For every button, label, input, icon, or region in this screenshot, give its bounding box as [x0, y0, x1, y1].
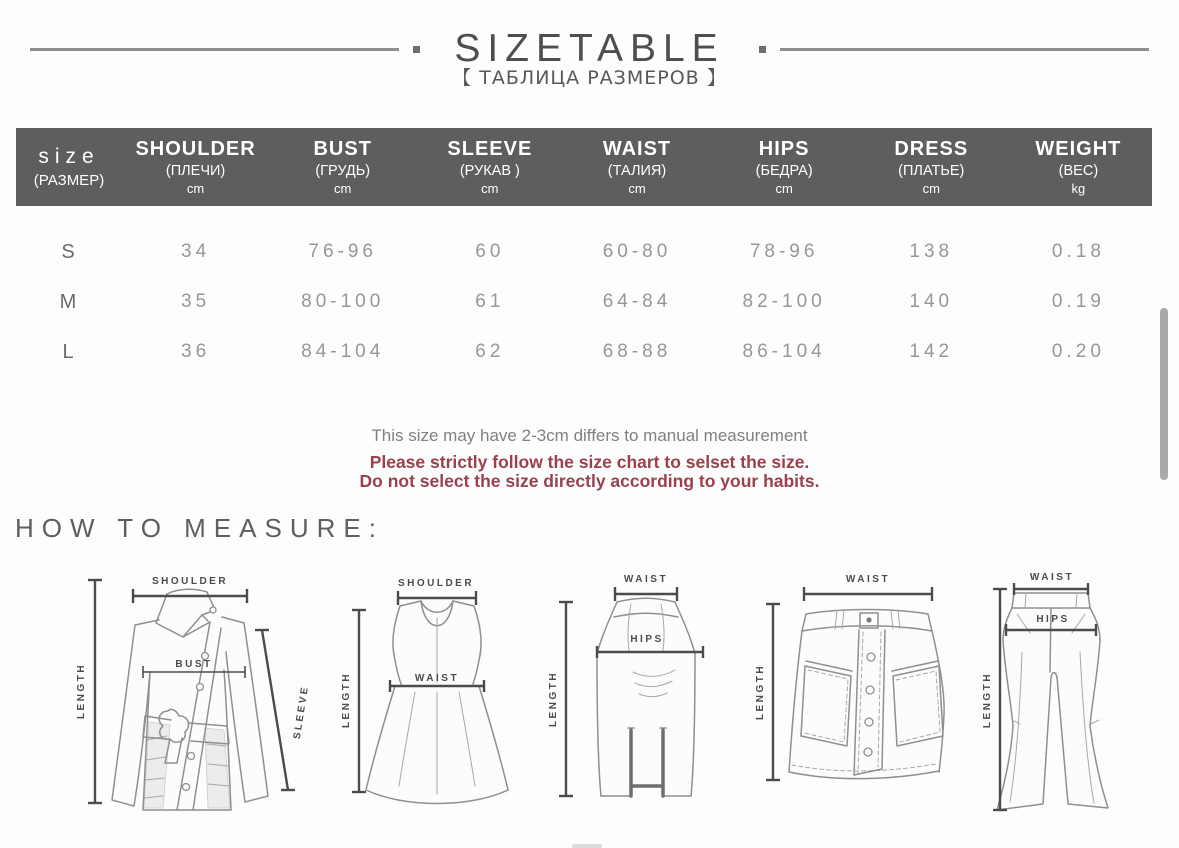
notes-block — [0, 426, 1179, 490]
value-cell: 82-100 — [742, 291, 826, 312]
dress-shoulder-label: SHOULDER — [397, 578, 475, 589]
value-cell: 84-104 — [301, 341, 385, 362]
jacket-shoulder-label: SHOULDER — [151, 576, 229, 587]
col-label: WEIGHT — [1035, 137, 1122, 160]
jacket-bust-label: BUST — [175, 659, 213, 670]
col-sub: (ВЕС) — [1058, 163, 1099, 180]
col-unit: cm — [334, 180, 352, 196]
pants-length-label: LENGTH — [982, 671, 993, 729]
waist-measure — [1014, 572, 1088, 595]
value-cell: 142 — [909, 341, 954, 362]
length-measure — [76, 580, 102, 803]
length-measure — [341, 610, 366, 792]
table-row — [16, 227, 1152, 277]
col-label: WAIST — [602, 137, 672, 160]
table-row — [16, 277, 1152, 327]
header-cell-shoulder — [122, 137, 269, 198]
jacket-diagram — [55, 560, 320, 845]
pants-waist-label: WAIST — [1029, 572, 1075, 583]
dress-waist-label: WAIST — [414, 673, 460, 684]
size-table-header — [16, 128, 1152, 206]
value-cell: 64-84 — [602, 291, 672, 312]
mini-length-label: LENGTH — [755, 663, 766, 721]
jacket-length-label: LENGTH — [76, 662, 87, 720]
jacket-sleeve-label: SLEEVE — [291, 684, 312, 740]
value-cell: 76-96 — [308, 241, 378, 262]
col-label: HIPS — [758, 137, 810, 160]
col-unit: cm — [186, 180, 205, 196]
value-cell: 61 — [475, 291, 505, 312]
value-cell: 138 — [909, 241, 954, 262]
col-sub: (ТАЛИЯ) — [607, 163, 667, 180]
col-label: DRESS — [894, 137, 969, 160]
col-unit: cm — [922, 180, 940, 196]
col-unit: cm — [481, 180, 499, 196]
value-cell: 80-100 — [301, 291, 385, 312]
title-rule-right — [780, 48, 1149, 51]
header-size-sub: (РАЗМЕР) — [33, 171, 105, 189]
header-cell-weight — [1005, 137, 1152, 198]
length-measure — [755, 604, 780, 780]
col-sub: (ПЛЕЧИ) — [165, 163, 226, 180]
note-warning-2: Do not select the size directly according to your habits. — [359, 470, 820, 491]
title-dot-right — [759, 46, 766, 53]
header-cell-hips — [711, 137, 858, 198]
waist-measure — [615, 574, 677, 601]
header-cell-dress — [858, 137, 1005, 198]
skirt-length-label: LENGTH — [548, 670, 559, 728]
note-measurement: This size may have 2-3cm differs to manual measurement — [371, 426, 808, 445]
value-cell: 0.20 — [1051, 341, 1105, 362]
pants-diagram — [956, 560, 1178, 845]
length-measure — [982, 589, 1007, 810]
dress-diagram — [328, 560, 550, 845]
value-cell: 0.19 — [1051, 291, 1105, 312]
col-unit: cm — [628, 180, 646, 196]
value-cell: 0.18 — [1051, 241, 1105, 262]
col-sub: (РУКАВ ) — [459, 163, 520, 180]
title-dot-left — [413, 46, 420, 53]
col-sub: (ГРУДЬ) — [315, 163, 371, 180]
value-cell: 36 — [181, 341, 211, 362]
header-cell-sleeve — [416, 137, 563, 198]
mini-waist-label: WAIST — [845, 574, 891, 585]
value-cell: 35 — [181, 291, 211, 312]
header-cell-bust — [269, 137, 416, 198]
table-row — [16, 327, 1152, 377]
value-cell: 60 — [475, 241, 505, 262]
size-cell: S — [61, 240, 77, 263]
page-subtitle: 【 ТАБЛИЦА РАЗМЕРОВ 】 — [452, 67, 727, 89]
value-cell: 60-80 — [602, 241, 672, 262]
cutoff-element — [572, 844, 602, 848]
dress-length-label: LENGTH — [341, 671, 352, 729]
header-cell-size — [16, 144, 122, 190]
scrollbar-thumb[interactable] — [1160, 308, 1168, 480]
header-cell-waist — [563, 137, 710, 198]
length-measure — [548, 602, 573, 796]
title-rule-left — [30, 48, 399, 51]
note-warning-1: Please strictly follow the size chart to selset the size. — [369, 452, 810, 472]
col-label: BUST — [313, 137, 372, 160]
waist-measure — [804, 574, 932, 601]
header-size-label: size — [38, 144, 100, 168]
value-cell: 68-88 — [602, 341, 672, 362]
size-cell: L — [62, 340, 76, 363]
pencil-skirt-diagram — [543, 560, 761, 845]
skirt-hips-label: HIPS — [630, 634, 664, 645]
value-cell: 34 — [181, 241, 211, 262]
how-to-measure-heading: HOW TO MEASURE: — [15, 513, 384, 543]
mini-skirt-diagram — [742, 560, 980, 845]
col-sub: (БЕДРА) — [755, 163, 813, 180]
col-unit: kg — [1071, 180, 1086, 196]
col-sub: (ПЛАТЬЕ) — [898, 163, 965, 180]
size-table-body — [16, 206, 1152, 377]
page-title: SIZETABLE — [454, 27, 725, 70]
size-cell: M — [59, 290, 79, 313]
value-cell: 140 — [909, 291, 954, 312]
col-unit: cm — [775, 180, 793, 196]
skirt-waist-label: WAIST — [623, 574, 669, 585]
pants-hips-label: HIPS — [1036, 614, 1070, 625]
value-cell: 62 — [475, 341, 505, 362]
col-label: SLEEVE — [447, 137, 533, 160]
value-cell: 86-104 — [742, 341, 826, 362]
col-label: SHOULDER — [135, 137, 256, 160]
value-cell: 78-96 — [749, 241, 819, 262]
